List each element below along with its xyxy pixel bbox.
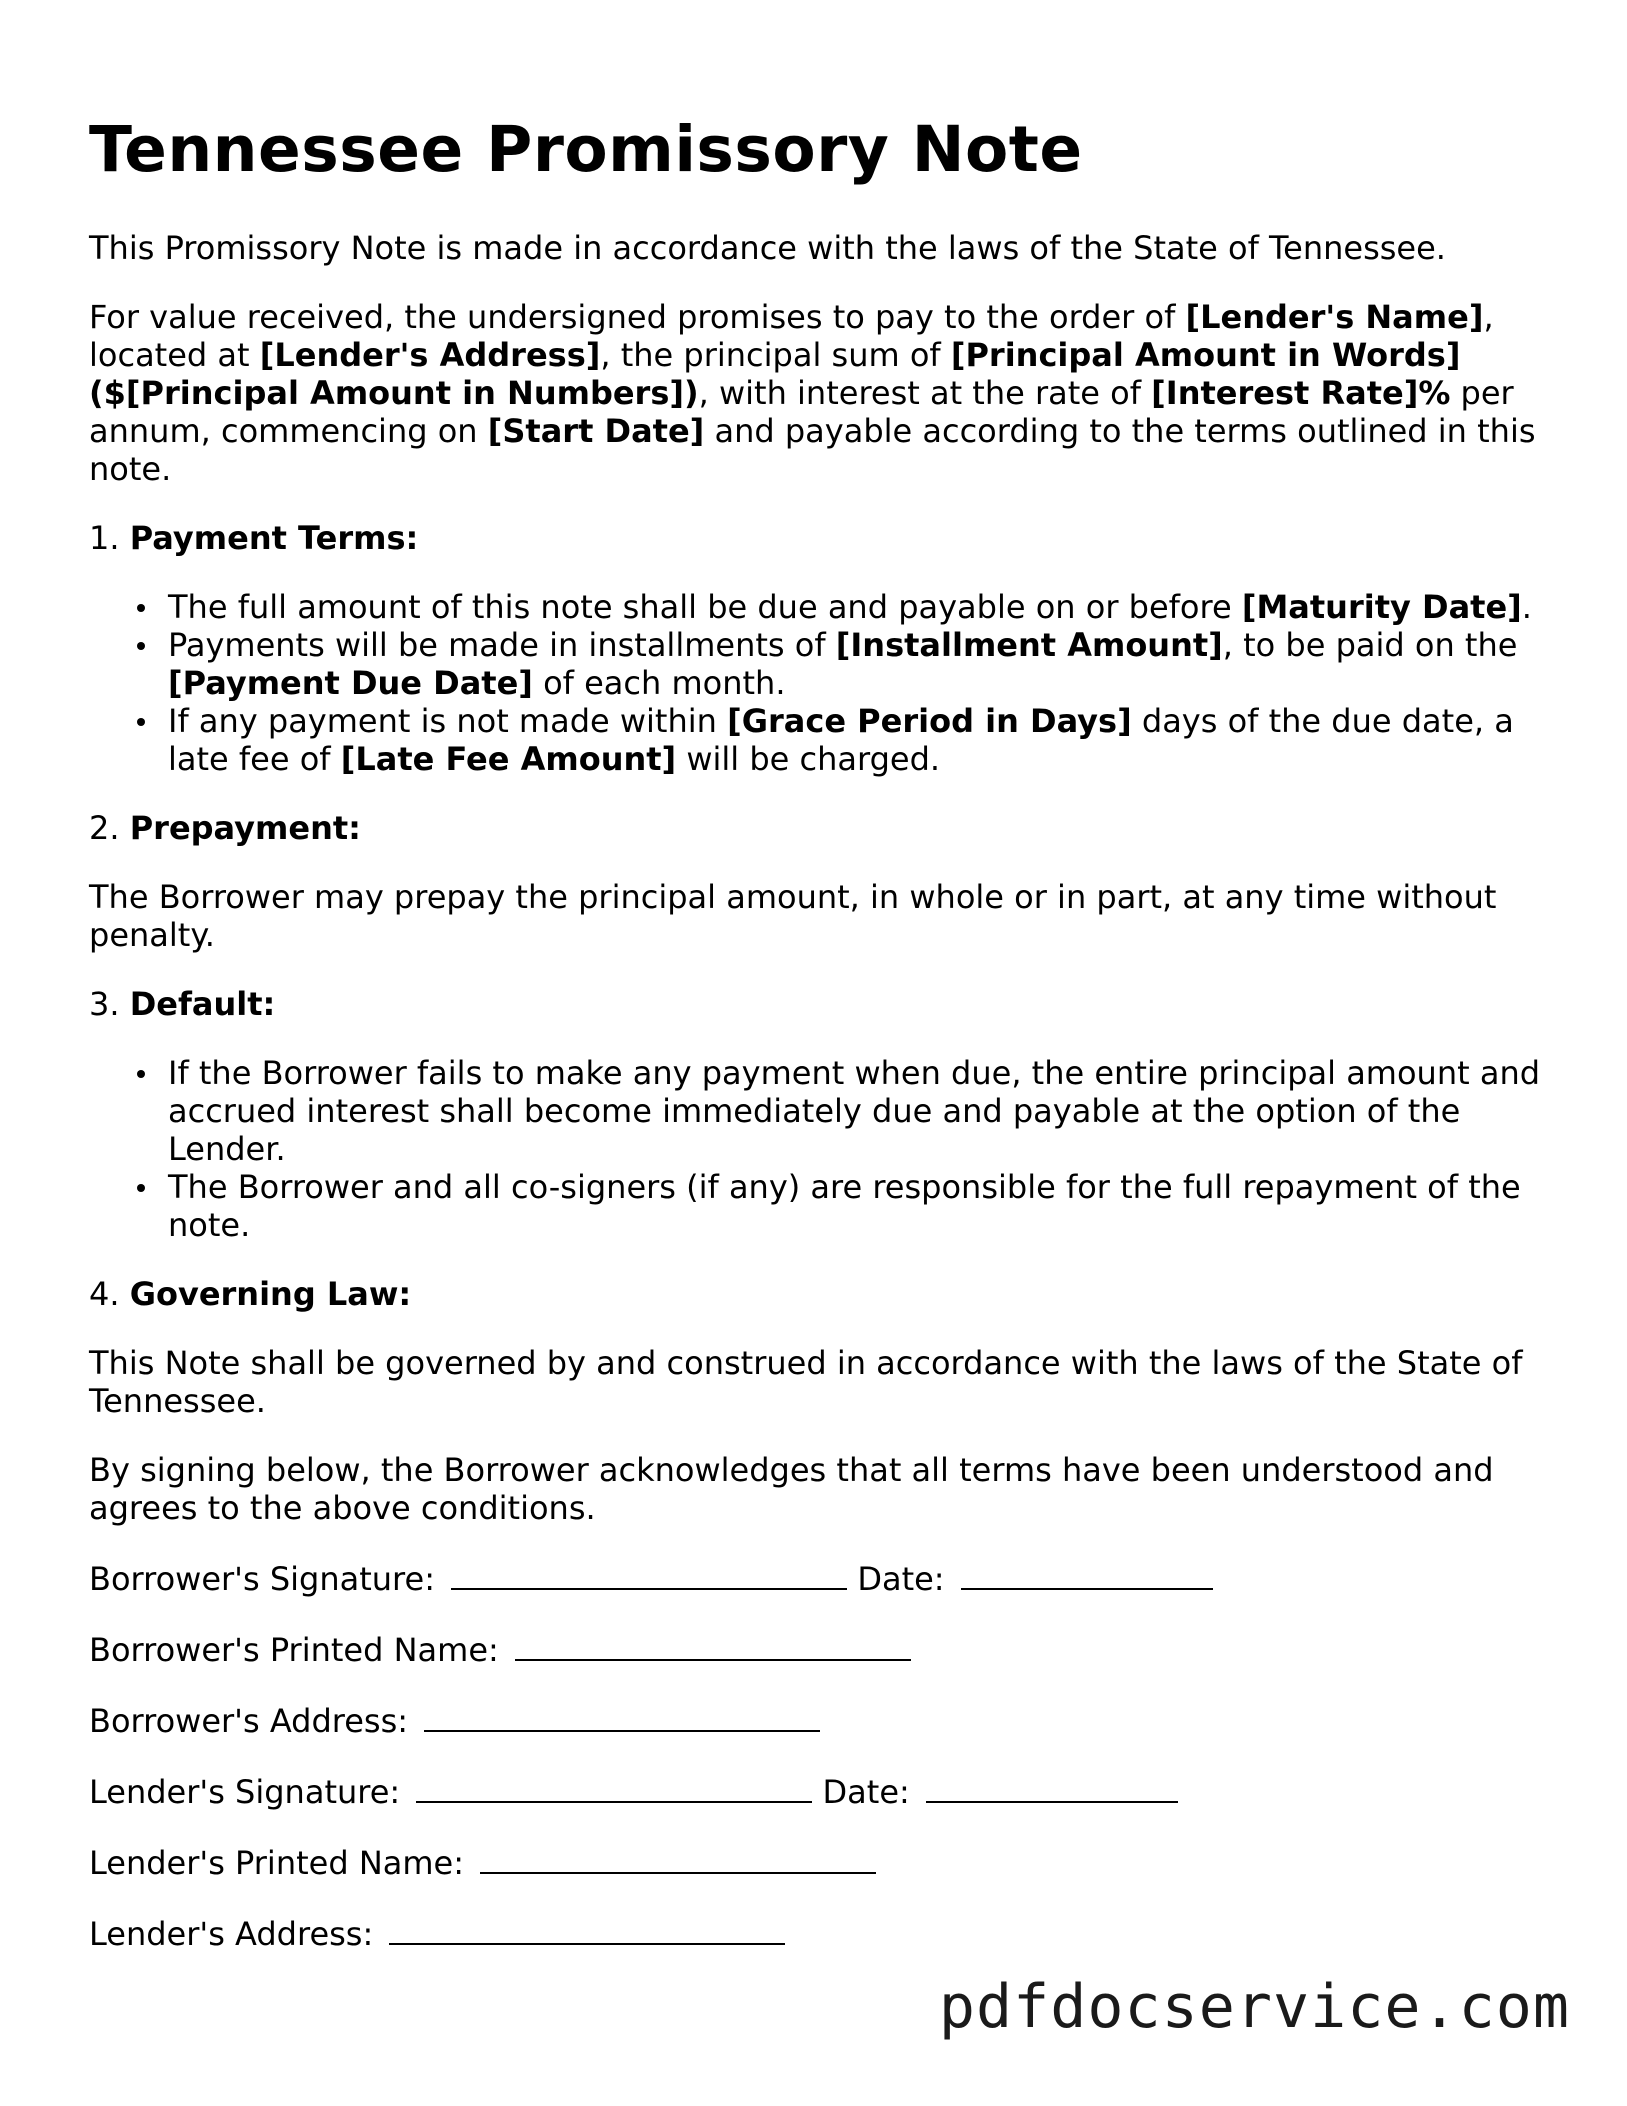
borrower-printed-name-row <box>89 1629 1549 1669</box>
value-clause-text: , the principal sum of <box>600 336 951 374</box>
maturity-date-placeholder: [Maturity Date] <box>1241 588 1522 626</box>
section-number: 1. <box>89 519 130 557</box>
list-item <box>168 626 1549 702</box>
section-title: Prepayment: <box>129 809 361 847</box>
lender-signature-label: Lender's Signature: <box>89 1773 401 1811</box>
list-item-text: days of the due date, a late fee of <box>168 702 1514 778</box>
value-clause-text: per annum, commencing on <box>89 374 1514 450</box>
governing-law-paragraph: This Note shall be governed by and construed in accordance with the laws of the State of Tennessee. <box>89 1344 1523 1420</box>
section-heading-payment-terms <box>89 519 1549 557</box>
prepayment-paragraph: The Borrower may prepay the principal amount, in whole or in part, at any time without penalty. <box>89 878 1497 954</box>
value-clause-text: , located at <box>89 298 1494 374</box>
document-page <box>89 110 1549 1984</box>
borrower-signature-field[interactable] <box>451 1558 847 1590</box>
borrower-printed-name-field[interactable] <box>515 1629 911 1661</box>
list-item-text: If any payment is not made within <box>168 702 728 740</box>
value-clause-text: , with interest at the rate of <box>698 374 1152 412</box>
value-clause-text: For value received, the undersigned promises to pay to the order of <box>89 298 1186 336</box>
lender-address-placeholder: [Lender's Address] <box>259 336 601 374</box>
lender-signature-row <box>89 1771 1549 1811</box>
lender-name-placeholder: [Lender's Name] <box>1185 298 1484 336</box>
lender-address-row <box>89 1913 1549 1953</box>
borrower-address-field[interactable] <box>424 1700 820 1732</box>
payment-due-date-placeholder: [Payment Due Date] <box>168 664 533 702</box>
interest-rate-placeholder: [Interest Rate]% <box>1151 374 1451 412</box>
list-item <box>168 702 1549 778</box>
grace-period-placeholder: [Grace Period in Days] <box>727 702 1132 740</box>
principal-amount-placeholder: [Principal Amount in Words] ($[Principal Amount in Numbers]) <box>89 336 1461 412</box>
lender-date-field[interactable] <box>926 1771 1178 1803</box>
borrower-printed-name-label: Borrower's Printed Name: <box>89 1631 499 1669</box>
section-number: 3. <box>89 985 130 1023</box>
section-heading-governing-law <box>89 1275 1549 1313</box>
borrower-date-field[interactable] <box>961 1558 1213 1590</box>
section-number: 2. <box>89 809 130 847</box>
section-title: Default: <box>129 985 276 1023</box>
document-title: Tennessee Promissory Note <box>89 113 1083 186</box>
list-item <box>168 588 1549 626</box>
borrower-address-row <box>89 1700 1549 1740</box>
default-list <box>89 1054 1549 1244</box>
borrower-signature-row <box>89 1558 1549 1598</box>
value-clause-paragraph <box>89 298 1549 488</box>
list-item-text: . <box>1521 588 1532 626</box>
list-item: If the Borrower fails to make any payment when due, the entire principal amount and accrued interest shall become immediately due and payable at the option of the Lender. <box>168 1054 1549 1168</box>
lender-address-label: Lender's Address: <box>89 1915 374 1953</box>
section-title: Governing Law: <box>129 1275 412 1313</box>
borrower-date-label: Date: <box>857 1560 945 1598</box>
list-item: The Borrower and all co-signers (if any) are responsible for the full repayment of the note. <box>168 1168 1549 1244</box>
watermark: pdfdocservice.com <box>938 1972 1570 2042</box>
list-item-text: of each month. <box>532 664 786 702</box>
intro-paragraph: This Promissory Note is made in accordance with the laws of the State of Tennessee. <box>89 229 1446 267</box>
section-heading-prepayment <box>89 809 1549 847</box>
borrower-signature-label: Borrower's Signature: <box>89 1560 435 1598</box>
lender-printed-name-row <box>89 1842 1549 1882</box>
lender-address-field[interactable] <box>389 1913 785 1945</box>
section-title: Payment Terms: <box>129 519 419 557</box>
lender-printed-name-field[interactable] <box>480 1842 876 1874</box>
list-item-text: will be charged. <box>676 740 941 778</box>
start-date-placeholder: [Start Date] <box>487 412 705 450</box>
section-number: 4. <box>89 1275 130 1313</box>
late-fee-placeholder: [Late Fee Amount] <box>340 740 677 778</box>
list-item-text: Payments will be made in installments of <box>168 626 836 664</box>
borrower-address-label: Borrower's Address: <box>89 1702 409 1740</box>
list-item-text: , to be paid on the <box>1222 626 1518 664</box>
payment-terms-list <box>89 588 1549 778</box>
value-clause-text: and payable according to the terms outlined in this note. <box>89 412 1536 488</box>
lender-signature-field[interactable] <box>416 1771 812 1803</box>
lender-date-label: Date: <box>822 1773 910 1811</box>
acknowledgment-paragraph: By signing below, the Borrower acknowledges that all terms have been understood and agrees to the above conditions. <box>89 1451 1494 1527</box>
lender-printed-name-label: Lender's Printed Name: <box>89 1844 464 1882</box>
installment-amount-placeholder: [Installment Amount] <box>835 626 1223 664</box>
list-item-text: The full amount of this note shall be due and payable on or before <box>168 588 1242 626</box>
section-heading-default <box>89 985 1549 1023</box>
